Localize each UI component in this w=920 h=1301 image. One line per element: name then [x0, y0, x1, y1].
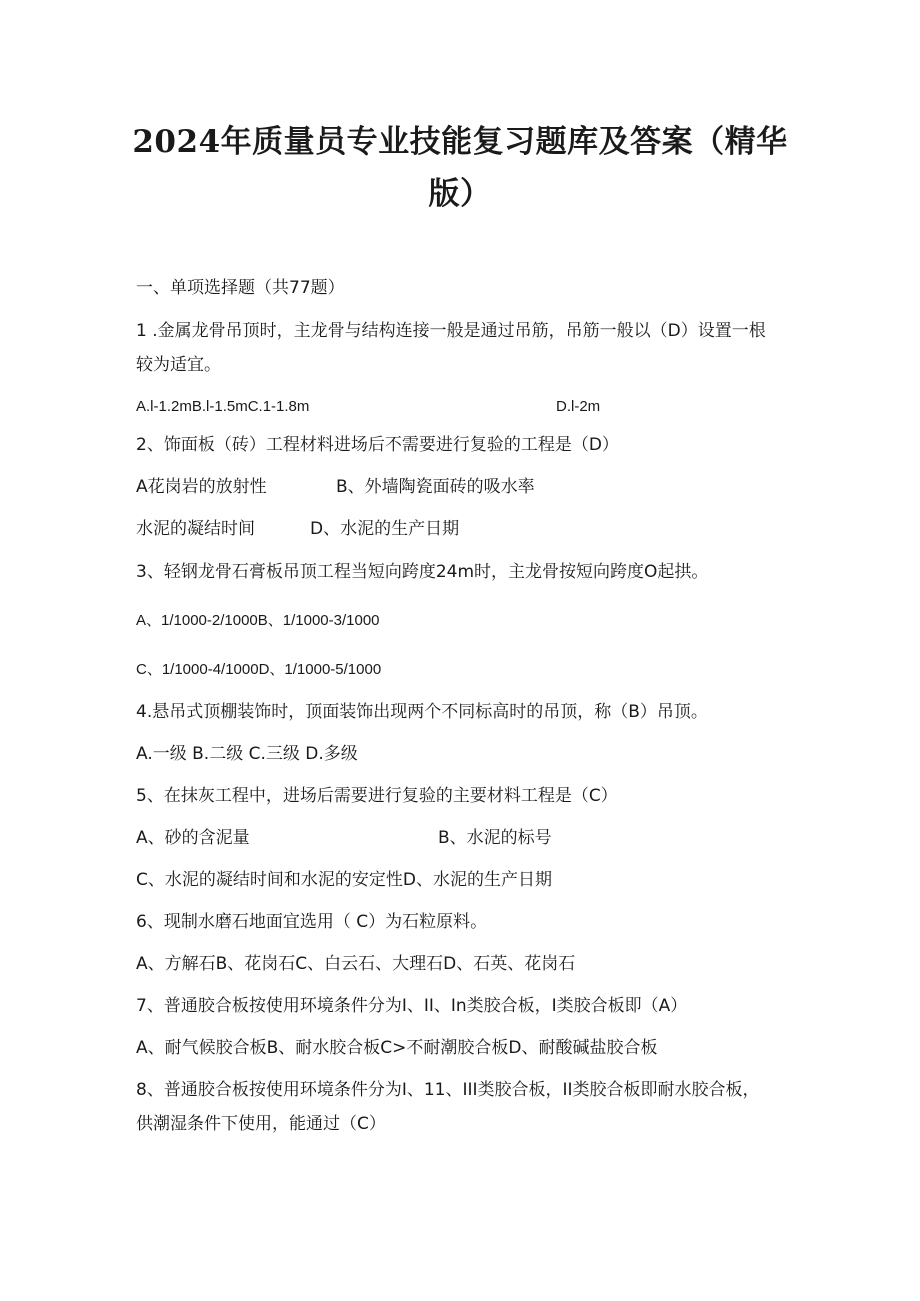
question-4-options: A.一级 B.二级 C.三级 D.多级: [136, 744, 358, 764]
question-7-options: A、耐气候胶合板B、耐水胶合板C>不耐潮胶合板D、耐酸碱盐胶合板: [136, 1038, 658, 1058]
question-6-text: 6、现制水磨石地面宜选用（ C）为石粒原料。: [136, 912, 488, 932]
question-2-option-c: 水泥的凝结时间: [136, 519, 255, 539]
question-1-option-d: D.l-2m: [556, 398, 601, 415]
question-5-option-b: B、水泥的标号: [438, 828, 552, 848]
question-2-option-d: D、水泥的生产日期: [310, 519, 460, 539]
question-5-options-cd: C、水泥的凝结时间和水泥的安定性D、水泥的生产日期: [136, 870, 552, 890]
question-7-text: 7、普通胶合板按使用环境条件分为I、II、In类胶合板，I类胶合板即（A）: [136, 996, 688, 1016]
question-1-options-abc: A.l-1.2mB.l-1.5mC.1-1.8m: [136, 398, 310, 415]
question-2-option-b: B、外墙陶瓷面砖的吸水率: [336, 477, 535, 497]
question-3-text: 3、轻钢龙骨石膏板吊顶工程当短向跨度24m时，主龙骨按短向跨度O起拱。: [136, 562, 709, 582]
section-heading: 一、单项选择题（共77题）: [136, 278, 345, 298]
question-2-text: 2、饰面板（砖）工程材料进场后不需要进行复验的工程是（D）: [136, 435, 619, 455]
question-2-option-a: A花岗岩的放射性: [136, 477, 267, 497]
question-8-text: 8、普通胶合板按使用环境条件分为I、11、III类胶合板，II类胶合板即耐水胶合板，供潮湿条件下使用，能通过（C）: [136, 1080, 760, 1134]
question-5-option-a: A、砂的含泥量: [136, 828, 250, 848]
question-1-text: 1 .金属龙骨吊顶时，主龙骨与结构连接一般是通过吊筋，吊筋一般以（D）设置一根较为适宜。: [136, 321, 766, 375]
question-4-text: 4.悬吊式顶棚装饰时，顶面装饰出现两个不同标高时的吊顶，称（B）吊顶。: [136, 702, 708, 722]
question-3-options-cd: C、1/1000-4/1000D、1/1000-5/1000: [136, 661, 382, 678]
question-5-text: 5、在抹灰工程中，进场后需要进行复验的主要材料工程是（C）: [136, 786, 618, 806]
document-title: 2024年质量员专业技能复习题库及答案（精华版）: [132, 124, 788, 212]
question-6-options: A、方解石B、花岗石C、白云石、大理石D、石英、花岗石: [136, 954, 576, 974]
question-3-options-ab: A、1/1000-2/1000B、1/1000-3/1000: [136, 612, 380, 629]
